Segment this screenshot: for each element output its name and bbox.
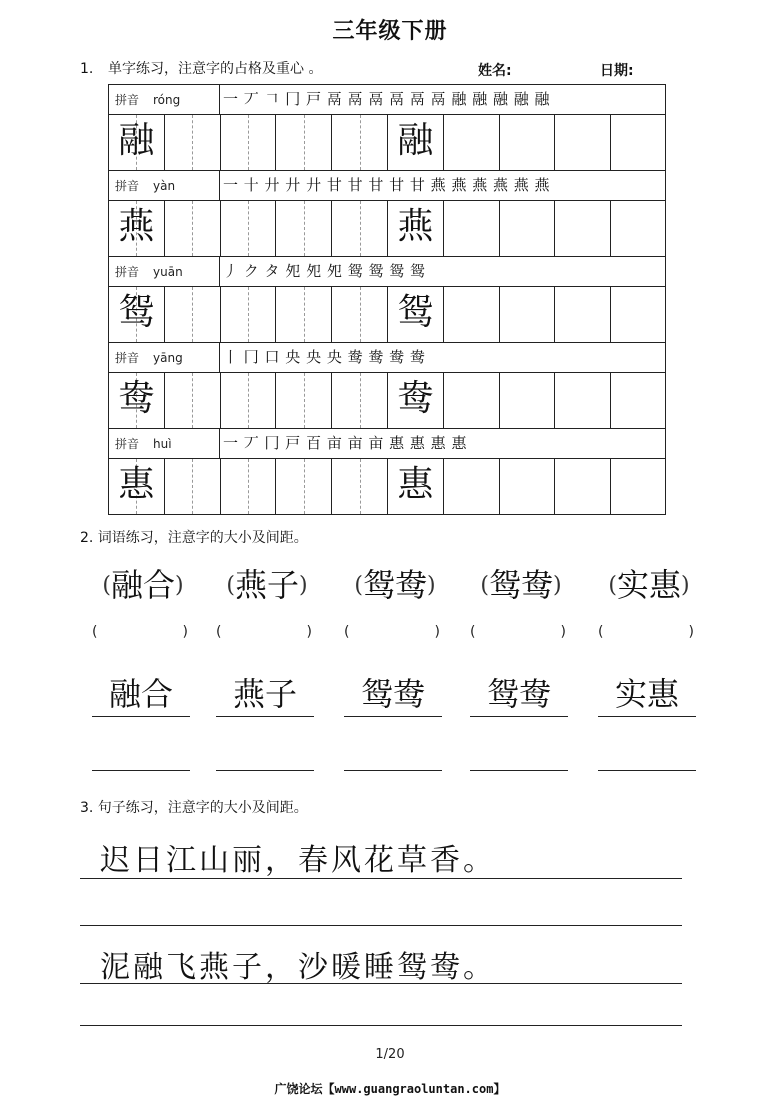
tianzige-row (109, 287, 665, 343)
pinyin-value: róng (153, 93, 181, 107)
model-char-cell (109, 459, 165, 514)
char-block (109, 85, 665, 171)
guide-line (248, 459, 249, 514)
pinyin-label-text: 拼音 (115, 93, 140, 107)
model-character: 惠 (118, 464, 155, 505)
tianzige-row (109, 459, 665, 514)
stroke-order: 一 丆 冂 戸 百 亩 亩 亩 惠 惠 惠 惠 (223, 434, 467, 452)
practice-cell[interactable] (611, 459, 667, 514)
guide-line (248, 201, 249, 256)
paren-open: ( (598, 624, 604, 640)
model-char-cell (388, 373, 444, 428)
tianzige-row (109, 201, 665, 257)
paren-open: ( (92, 624, 98, 640)
model-character: 融 (118, 120, 155, 161)
word-writing-line[interactable] (216, 770, 314, 771)
word-text: 鸳鸯 (362, 566, 427, 604)
practice-cell[interactable] (500, 115, 556, 170)
guide-line (304, 115, 305, 170)
word-text: 融合 (110, 566, 175, 604)
guide-line (304, 287, 305, 342)
practice-cell[interactable] (221, 287, 277, 342)
practice-cell[interactable] (276, 373, 332, 428)
practice-cell[interactable] (500, 459, 556, 514)
practice-cell[interactable] (555, 115, 611, 170)
word-example (594, 560, 704, 606)
bracket-open: ( (226, 573, 235, 598)
practice-cell[interactable] (332, 115, 388, 170)
pinyin-value: yuān (153, 265, 183, 279)
guide-line (360, 201, 361, 256)
word-trace: 鸳鸯 (470, 672, 568, 717)
model-char-cell (109, 373, 165, 428)
model-char-cell (388, 459, 444, 514)
word-trace: 实惠 (598, 672, 696, 717)
pinyin-row (109, 429, 665, 459)
practice-cell[interactable] (332, 459, 388, 514)
model-char-cell (109, 287, 165, 342)
pinyin-label-text: 拼音 (115, 351, 140, 365)
sentence-2: 泥融飞燕子，沙暖睡鸳鸯。 (100, 950, 496, 985)
section3-heading: 3. 句子练习，注意字的大小及间距。 (80, 800, 308, 816)
divider (219, 343, 220, 372)
word-writing-line[interactable] (470, 770, 568, 771)
practice-cell[interactable] (165, 115, 221, 170)
word-trace: 鸳鸯 (344, 672, 442, 717)
pinyin-row (109, 171, 665, 201)
guide-line (192, 459, 193, 514)
model-character: 融 (397, 120, 434, 161)
practice-cell[interactable] (276, 287, 332, 342)
pinyin-row (109, 343, 665, 373)
practice-cell[interactable] (444, 201, 500, 256)
guide-line (304, 459, 305, 514)
character-practice-grid (108, 84, 666, 515)
guide-line (360, 287, 361, 342)
model-character: 鸳 (118, 292, 155, 333)
word-writing-line[interactable] (344, 770, 442, 771)
practice-cell[interactable] (332, 287, 388, 342)
paren-close: ) (182, 624, 188, 640)
practice-cell[interactable] (555, 201, 611, 256)
practice-cell[interactable] (221, 201, 277, 256)
stroke-order: 丨 冂 口 央 央 央 鸯 鸯 鸯 鸯 (223, 348, 426, 366)
model-char-cell (388, 115, 444, 170)
guide-line (192, 115, 193, 170)
char-block (109, 257, 665, 343)
bracket-close: ) (681, 573, 690, 598)
bracket-close: ) (553, 573, 562, 598)
practice-cell[interactable] (221, 373, 277, 428)
sentence-1: 迟日江山丽，春风花草香。 (100, 843, 496, 878)
divider (219, 85, 220, 114)
paren-close: ) (688, 624, 694, 640)
bracket-open: ( (354, 573, 363, 598)
practice-cell[interactable] (276, 459, 332, 514)
char-block (109, 429, 665, 514)
word-writing-line[interactable] (92, 770, 190, 771)
practice-cell[interactable] (444, 287, 500, 342)
practice-cell[interactable] (611, 287, 667, 342)
practice-cell[interactable] (276, 115, 332, 170)
pinyin-value: yàn (153, 179, 176, 193)
divider (219, 257, 220, 286)
paren-open: ( (470, 624, 476, 640)
guide-line (192, 287, 193, 342)
writing-line[interactable] (80, 983, 682, 984)
char-block (109, 171, 665, 257)
footer-source: 广饶论坛【www.guangraoluntan.com】 (274, 1082, 506, 1096)
bracket-close: ) (427, 573, 436, 598)
guide-line (304, 373, 305, 428)
pinyin-label (115, 91, 180, 108)
pinyin-value: yāng (153, 351, 183, 365)
model-character: 燕 (397, 206, 434, 247)
tianzige-row (109, 115, 665, 171)
practice-cell[interactable] (611, 115, 667, 170)
divider (219, 429, 220, 458)
practice-cell[interactable] (221, 115, 277, 170)
name-label: 姓名: (478, 63, 512, 79)
pinyin-label-text: 拼音 (115, 179, 140, 193)
practice-cell[interactable] (611, 201, 667, 256)
guide-line (192, 201, 193, 256)
word-trace: 燕子 (216, 672, 314, 717)
paren-open: ( (344, 624, 350, 640)
pinyin-row (109, 85, 665, 115)
bracket-close: ) (299, 573, 308, 598)
model-character: 鸯 (397, 378, 434, 419)
section1-number: 1. (80, 61, 94, 77)
stroke-order: 丿 ク タ 夗 夗 夗 鸳 鸳 鸳 鸳 (223, 262, 426, 280)
model-char-cell (388, 287, 444, 342)
practice-cell[interactable] (500, 201, 556, 256)
practice-cell[interactable] (555, 373, 611, 428)
word-writing-line[interactable] (598, 770, 696, 771)
pinyin-label (115, 263, 183, 280)
practice-cell[interactable] (221, 459, 277, 514)
practice-cell[interactable] (444, 373, 500, 428)
practice-cell[interactable] (165, 459, 221, 514)
guide-line (360, 373, 361, 428)
word-example (340, 560, 450, 606)
model-character: 惠 (397, 464, 434, 505)
guide-line (192, 373, 193, 428)
model-character: 鸯 (118, 378, 155, 419)
writing-line[interactable] (80, 878, 682, 879)
model-char-cell (109, 201, 165, 256)
page-number: 1/20 (375, 1047, 405, 1062)
pinyin-label-text: 拼音 (115, 437, 140, 451)
practice-cell[interactable] (444, 115, 500, 170)
model-character: 燕 (118, 206, 155, 247)
section1-heading-text: 单字练习，注意字的占格及重心 。 (108, 61, 323, 77)
pinyin-label (115, 435, 172, 452)
practice-cell[interactable] (555, 459, 611, 514)
word-text: 实惠 (616, 566, 681, 604)
section1-heading (80, 58, 322, 78)
practice-cell[interactable] (444, 459, 500, 514)
word-example (466, 560, 576, 606)
guide-line (248, 287, 249, 342)
date-label: 日期: (600, 63, 634, 79)
stroke-order: 一 丆 𠃍 冂 戸 鬲 鬲 鬲 鬲 鬲 鬲 融 融 融 融 融 (223, 90, 551, 108)
pinyin-value: huì (153, 437, 172, 451)
model-char-cell (109, 115, 165, 170)
practice-cell[interactable] (165, 201, 221, 256)
word-text: 燕子 (234, 566, 299, 604)
bracket-close: ) (175, 573, 184, 598)
section2-heading: 2. 词语练习，注意字的大小及间距。 (80, 530, 308, 546)
practice-cell[interactable] (500, 287, 556, 342)
word-example (88, 560, 198, 606)
word-text: 鸳鸯 (488, 566, 553, 604)
paren-open: ( (216, 624, 222, 640)
word-example (212, 560, 322, 606)
guide-line (360, 115, 361, 170)
paren-close: ) (560, 624, 566, 640)
guide-line (360, 459, 361, 514)
practice-cell[interactable] (555, 287, 611, 342)
writing-line[interactable] (80, 925, 682, 926)
guide-line (304, 201, 305, 256)
divider (219, 171, 220, 200)
practice-cell[interactable] (276, 201, 332, 256)
practice-cell[interactable] (165, 373, 221, 428)
practice-cell[interactable] (500, 373, 556, 428)
model-char-cell (388, 201, 444, 256)
practice-cell[interactable] (611, 373, 667, 428)
bracket-open: ( (102, 573, 111, 598)
page-title: 三年级下册 (332, 19, 448, 44)
guide-line (248, 115, 249, 170)
practice-cell[interactable] (165, 287, 221, 342)
pinyin-label (115, 349, 183, 366)
practice-cell[interactable] (332, 201, 388, 256)
pinyin-label-text: 拼音 (115, 265, 140, 279)
model-character: 鸳 (397, 292, 434, 333)
practice-cell[interactable] (332, 373, 388, 428)
word-trace: 融合 (92, 672, 190, 717)
guide-line (248, 373, 249, 428)
bracket-open: ( (480, 573, 489, 598)
paren-close: ) (306, 624, 312, 640)
char-block (109, 343, 665, 429)
pinyin-label (115, 177, 175, 194)
bracket-open: ( (608, 573, 617, 598)
tianzige-row (109, 373, 665, 429)
pinyin-row (109, 257, 665, 287)
stroke-order: 一 十 廾 廾 廾 甘 甘 甘 甘 甘 燕 燕 燕 燕 燕 燕 (223, 176, 551, 194)
writing-line[interactable] (80, 1025, 682, 1026)
paren-close: ) (434, 624, 440, 640)
